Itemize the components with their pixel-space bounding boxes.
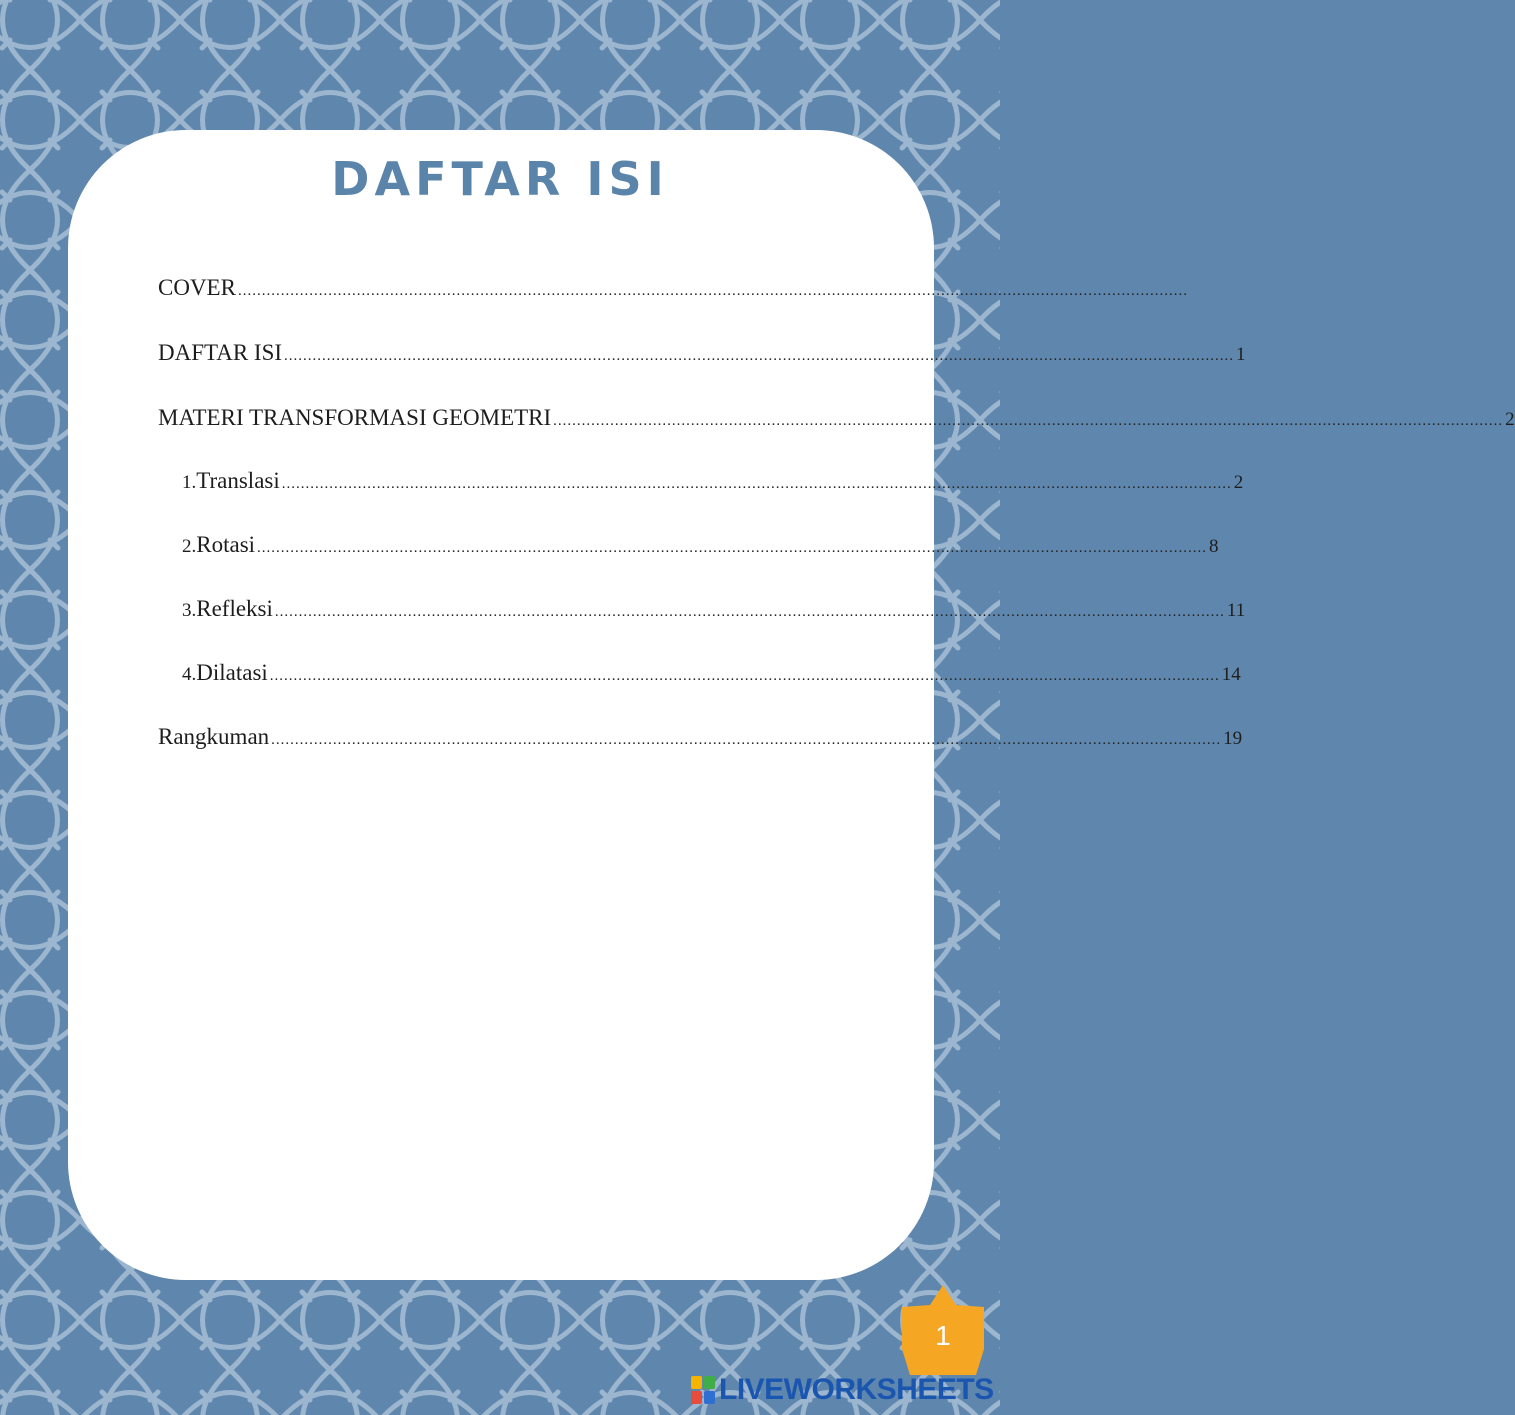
page-title: DAFTAR ISI (331, 152, 669, 206)
toc-page-number: 1 (1236, 344, 1246, 365)
toc-leader: ........................................................................................................................................................................................................ (271, 732, 1222, 748)
toc-label: MATERI TRANSFORMASI GEOMETRI (158, 405, 552, 430)
toc-label: COVER (158, 275, 236, 300)
toc-item-number: 3. (182, 600, 197, 621)
toc-leader: ........................................................................................................................................................................................................ (237, 283, 1188, 299)
toc-label: Dilatasi (196, 660, 268, 685)
toc-item-materi (158, 405, 1515, 431)
toc-item-number: 2. (182, 536, 197, 557)
brand-footer (690, 1372, 994, 1408)
toc-item-cover (158, 275, 1188, 301)
toc-item-rotasi (182, 532, 1219, 558)
toc-leader: ........................................................................................................................................................................................................ (553, 413, 1504, 429)
toc-leader: ........................................................................................................................................................................................................ (274, 604, 1225, 620)
content-card (68, 130, 934, 1280)
toc-item-rangkuman (158, 724, 1243, 750)
toc-item-number: 4. (182, 664, 197, 685)
toc-page-number: 14 (1221, 664, 1241, 685)
toc-leader: ........................................................................................................................................................................................................ (284, 348, 1235, 364)
toc-leader: ........................................................................................................................................................................................................ (269, 668, 1220, 684)
toc-label: DAFTAR ISI (158, 340, 283, 365)
toc-item-number: 1. (182, 472, 197, 493)
toc-label: Translasi (196, 468, 280, 493)
toc-page-number: 2 (1505, 409, 1515, 430)
toc-item-translasi (182, 468, 1244, 494)
toc-item-refleksi (182, 596, 1246, 622)
toc-label: Refleksi (196, 596, 273, 621)
toc-page-number: 8 (1209, 536, 1219, 557)
toc-item-daftar-isi (158, 340, 1246, 366)
toc-page-number: 2 (1233, 472, 1244, 493)
toc-item-dilatasi (182, 660, 1241, 686)
toc-page-number: 11 (1226, 600, 1246, 621)
toc-page-number: 19 (1223, 728, 1243, 749)
page-number: 1 (935, 1320, 951, 1351)
brand-name: LIVEWORKSHEETS (719, 1373, 994, 1406)
toc-label: Rotasi (196, 532, 256, 557)
toc-label: Rangkuman (158, 724, 270, 749)
liveworksheets-logo (690, 1375, 716, 1405)
toc-leader: ........................................................................................................................................................................................................ (257, 540, 1208, 556)
toc-leader: ........................................................................................................................................................................................................ (281, 476, 1232, 492)
